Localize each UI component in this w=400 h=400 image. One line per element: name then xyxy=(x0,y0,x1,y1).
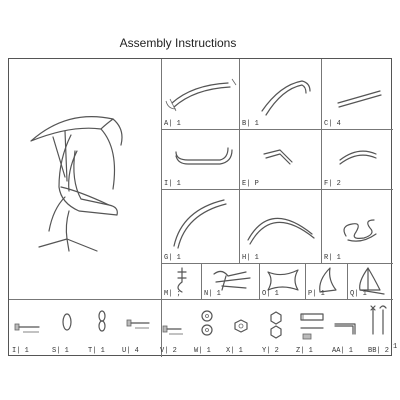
hardware-item xyxy=(85,300,119,357)
trailing-mark: 1 xyxy=(393,343,398,351)
curved-arm-with-hook-icon xyxy=(162,59,239,129)
hardware-item xyxy=(365,300,393,357)
part-c-cell xyxy=(322,59,393,129)
part-label: F| 2 xyxy=(324,180,341,188)
hanging-chair-icon xyxy=(9,59,161,299)
hardware-label: W| 1 xyxy=(194,347,211,355)
hardware-label: BB| 2 xyxy=(368,347,390,355)
part-q-cell xyxy=(348,264,393,299)
hardware-label: I| 1 xyxy=(12,347,29,355)
part-o-cell xyxy=(260,264,305,299)
part-label: N| 1 xyxy=(204,290,221,298)
large-arc-tube-icon xyxy=(162,190,239,263)
part-m-cell xyxy=(162,264,201,299)
part-g-cell xyxy=(162,190,239,263)
hardware-label: V| 2 xyxy=(160,347,177,355)
hardware-item xyxy=(329,300,365,357)
hardware-item xyxy=(191,300,223,357)
part-e-cell xyxy=(240,130,321,189)
hardware-label: Y| 2 xyxy=(262,347,279,355)
straight-bar-icon xyxy=(322,59,393,129)
part-label: A| 1 xyxy=(164,120,181,128)
part-n-cell xyxy=(202,264,259,299)
hardware-item xyxy=(259,300,293,357)
hardware-label: AA| 1 xyxy=(332,347,354,355)
wide-arc-tube-icon xyxy=(240,190,321,263)
chair-overview-illustration xyxy=(9,59,161,299)
part-label: B| 1 xyxy=(242,120,259,128)
part-b-cell xyxy=(240,59,321,129)
hardware-label: Z| 1 xyxy=(296,347,313,355)
hardware-label: S| 1 xyxy=(52,347,69,355)
part-label: G| 1 xyxy=(164,254,181,262)
hardware-label: X| 1 xyxy=(226,347,243,355)
page-title: Assembly Instructions xyxy=(119,36,237,50)
part-h-cell xyxy=(240,190,321,263)
curved-tube-icon xyxy=(240,59,321,129)
hardware-item xyxy=(9,300,49,357)
part-r-cell xyxy=(322,190,393,263)
spring-coil-icon xyxy=(322,190,393,263)
hardware-item xyxy=(157,300,191,357)
part-label: I| 1 xyxy=(164,180,181,188)
part-label: R| 1 xyxy=(324,254,341,262)
hardware-item xyxy=(293,300,329,357)
part-label: O| 1 xyxy=(262,290,279,298)
part-f-cell xyxy=(322,130,393,189)
part-label: E| P xyxy=(242,180,259,188)
hardware-label: U| 4 xyxy=(122,347,139,355)
part-p-cell xyxy=(306,264,347,299)
hardware-strip xyxy=(9,300,393,357)
part-label: M| ; xyxy=(164,290,181,298)
part-a-cell xyxy=(162,59,239,129)
part-label: Q| 1 xyxy=(350,290,367,298)
assembly-sheet xyxy=(8,58,392,356)
hardware-label: T| 1 xyxy=(88,347,105,355)
hardware-item xyxy=(223,300,259,357)
part-d-cell xyxy=(162,130,239,189)
part-label: P| 1 xyxy=(308,290,325,298)
part-label: H| 1 xyxy=(242,254,259,262)
hardware-item xyxy=(119,300,157,357)
part-label: C| 4 xyxy=(324,120,341,128)
hardware-item xyxy=(49,300,85,357)
